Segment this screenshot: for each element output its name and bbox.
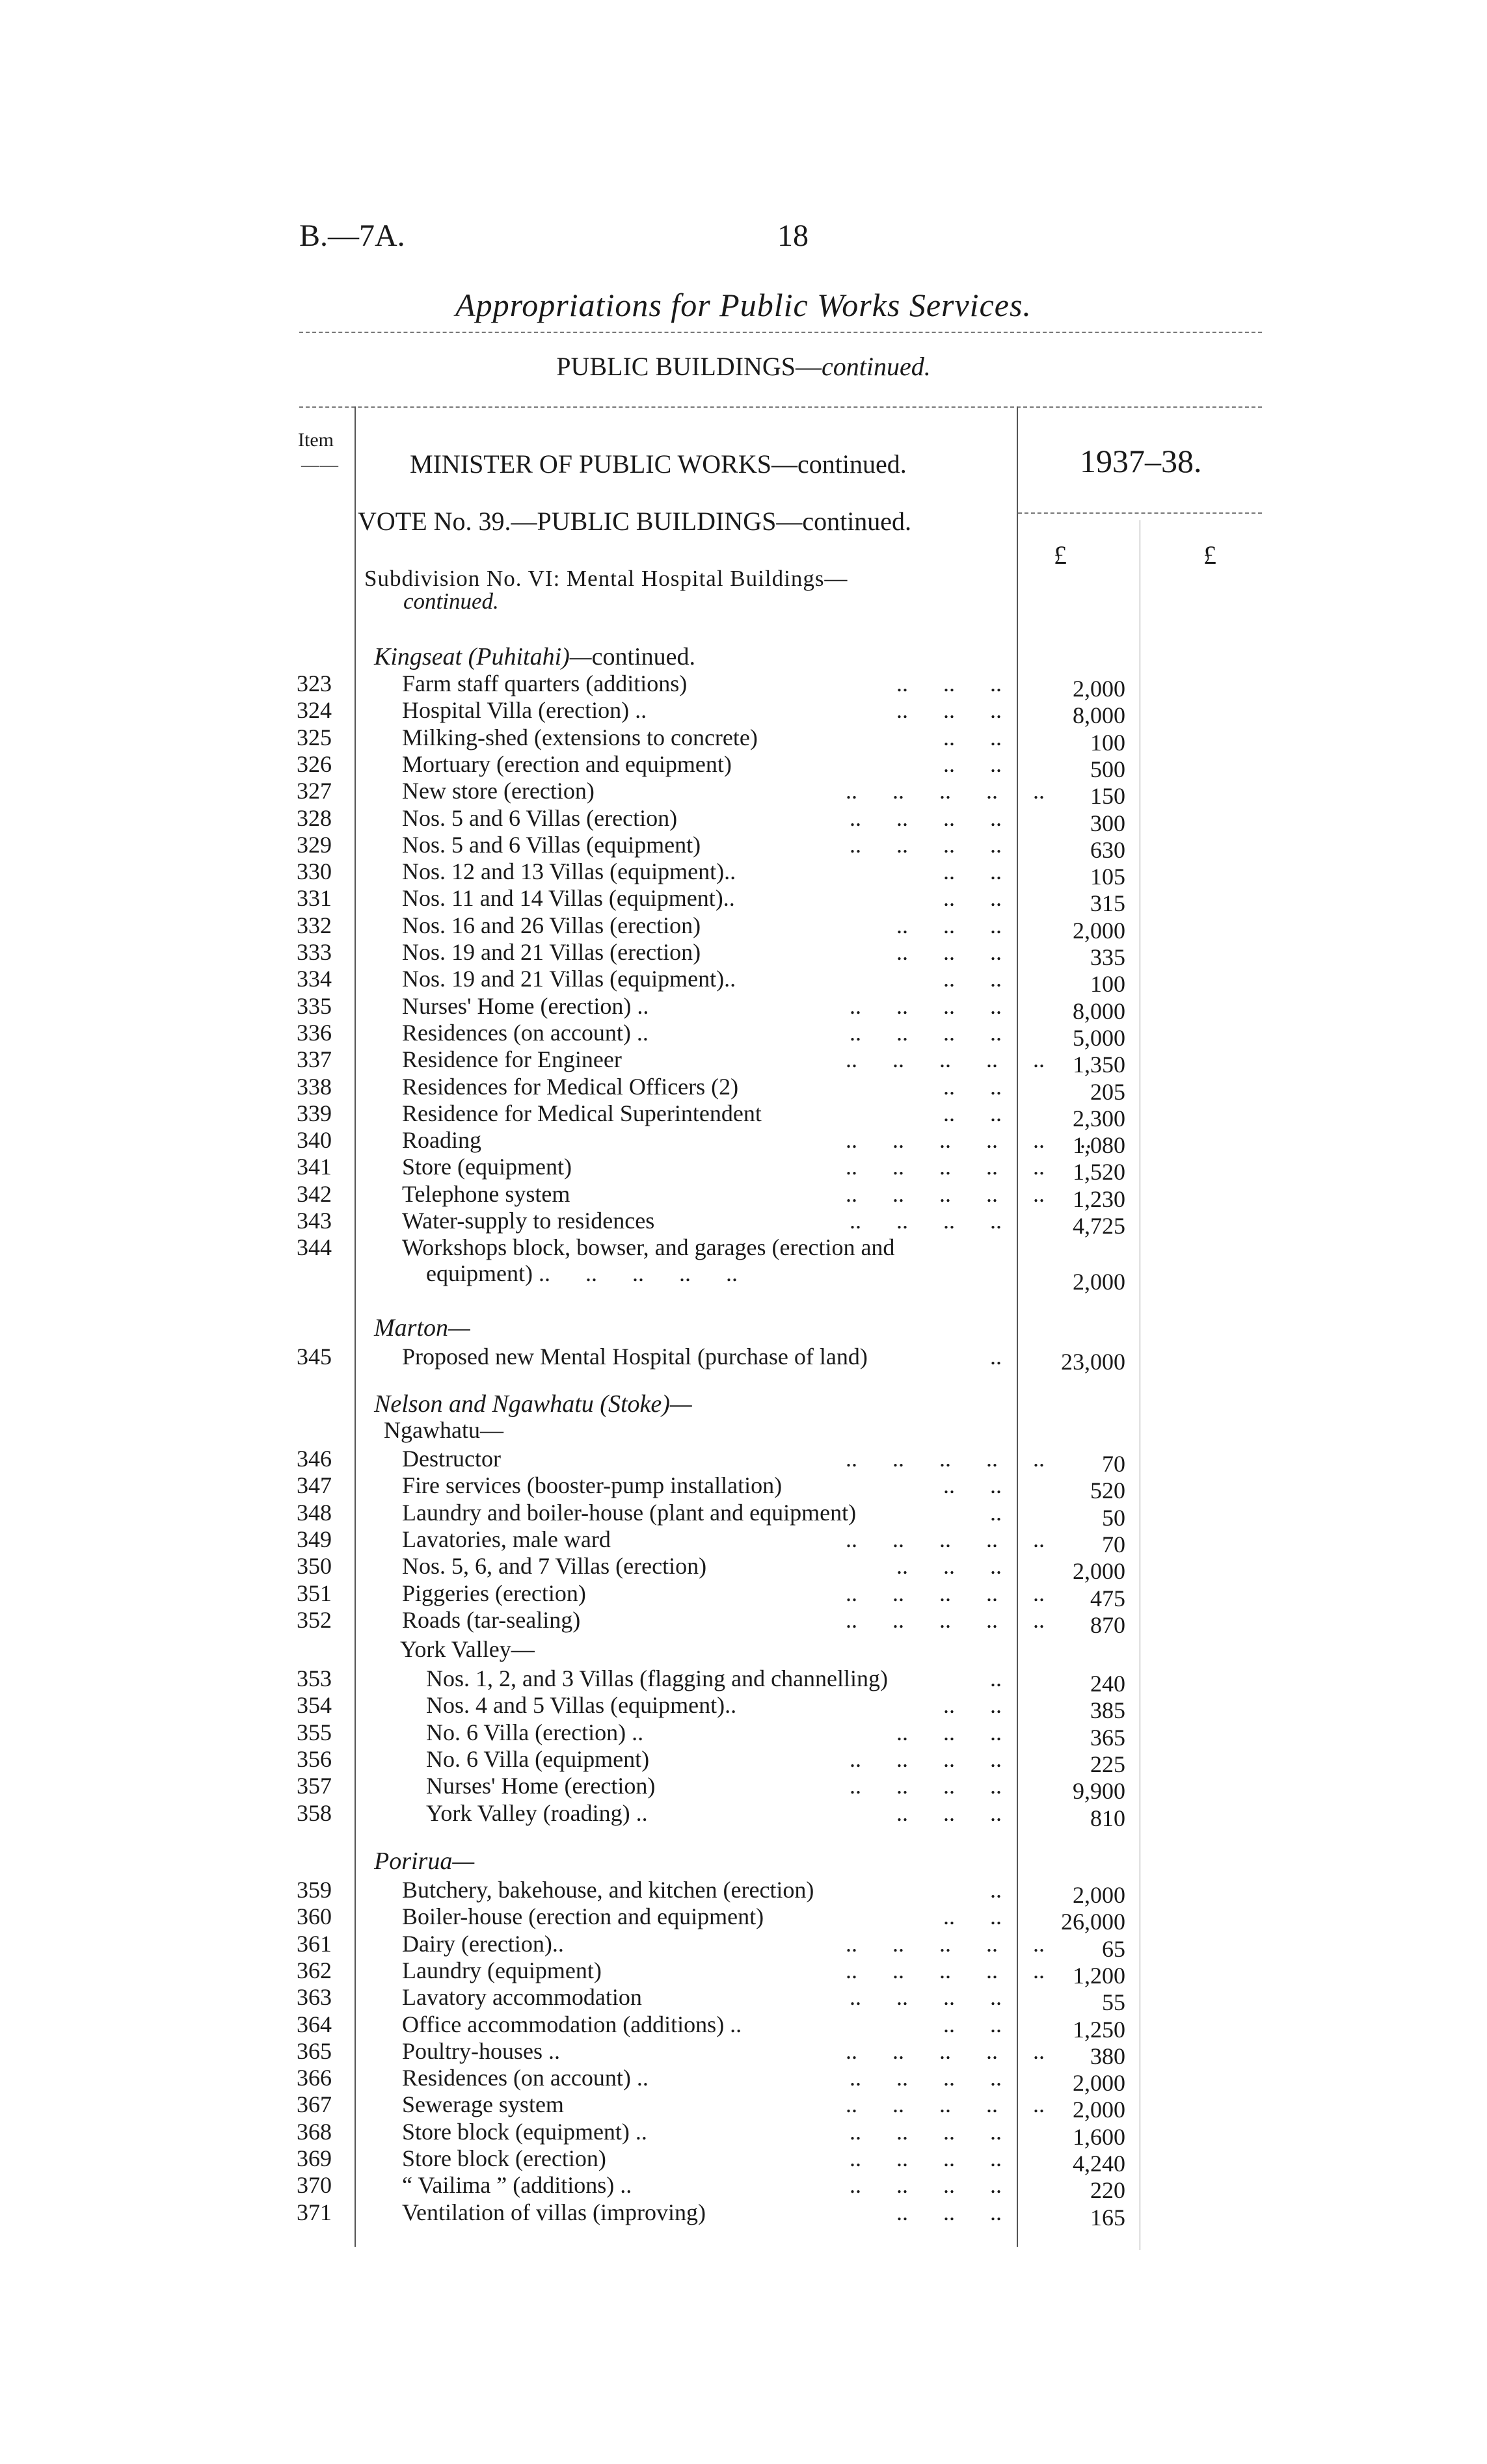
leader-dots: .. .. .. <box>896 670 1002 696</box>
leader-dots: .. .. .. .. <box>850 1984 1002 2011</box>
item-description-continued: equipment) .. .. .. .. .. <box>426 1260 738 1287</box>
item-amount: 2,000 <box>1073 2070 1125 2097</box>
item-description: Residences for Medical Officers (2) <box>402 1073 739 1100</box>
leader-dots: .. .. .. .. <box>850 1208 1002 1234</box>
leader-dots: .. .. .. <box>896 1553 1002 1580</box>
item-description: Residences (on account) .. <box>402 1019 649 1046</box>
item-amount: 520 <box>1090 1477 1125 1504</box>
group-heading-marton: Marton— <box>374 1314 470 1342</box>
item-description: Nos. 19 and 21 Villas (erection) <box>402 939 701 965</box>
item-amount: 165 <box>1090 2204 1125 2231</box>
item-number: 345 <box>297 1344 332 1370</box>
divider <box>299 332 1262 333</box>
item-description: Office accommodation (additions) .. <box>402 2011 742 2037</box>
item-number: 351 <box>297 1580 332 1606</box>
item-description: Store block (erection) <box>402 2145 606 2171</box>
leader-dots: .. .. .. .. .. <box>846 1446 1045 1472</box>
item-number: 328 <box>297 804 332 831</box>
item-amount: 475 <box>1090 1585 1125 1611</box>
leader-dots: .. .. .. .. .. <box>846 1046 1045 1073</box>
item-description: New store (erection) <box>402 778 595 804</box>
item-amount: 205 <box>1090 1078 1125 1105</box>
item-description: Lavatories, male ward <box>402 1526 611 1552</box>
leader-dots: .. .. <box>943 2011 1002 2037</box>
leader-dots: .. .. .. .. .. <box>846 778 1045 804</box>
leader-dots: .. .. <box>943 1472 1002 1499</box>
item-amount: 335 <box>1090 944 1125 970</box>
item-number: 357 <box>297 1773 332 1799</box>
item-amount: 240 <box>1090 1671 1125 1697</box>
leader-dots: .. .. .. <box>896 1719 1002 1745</box>
leader-dots: .. .. .. .. .. <box>846 1580 1045 1606</box>
item-amount: 225 <box>1090 1751 1125 1777</box>
item-description: Nos. 5 and 6 Villas (equipment) <box>402 831 701 858</box>
item-number: 370 <box>297 2172 332 2199</box>
item-amount: 315 <box>1090 890 1125 917</box>
item-amount: 500 <box>1090 756 1125 782</box>
item-amount: 50 <box>1102 1504 1125 1531</box>
item-description: Milking-shed (extensions to concrete) <box>402 724 758 750</box>
leader-dots: .. .. <box>943 1692 1002 1719</box>
item-amount: 8,000 <box>1073 702 1125 729</box>
item-amount: 8,000 <box>1073 998 1125 1024</box>
item-number: 343 <box>297 1208 332 1234</box>
leader-dots: .. .. .. .. <box>850 1745 1002 1772</box>
subdivision-continued: continued. <box>403 589 499 614</box>
item-description: Poultry-houses .. <box>402 2037 560 2064</box>
leader-dots: .. .. <box>943 724 1002 750</box>
item-number: 371 <box>297 2199 332 2225</box>
item-number: 338 <box>297 1073 332 1100</box>
leader-dots: .. .. .. <box>896 912 1002 938</box>
item-amount: 300 <box>1090 810 1125 836</box>
item-amount: 1,080 <box>1073 1132 1125 1159</box>
group-heading-kingseat: Kingseat (Puhitahi)—continued. <box>374 643 695 670</box>
leader-dots: .. .. .. <box>896 697 1002 724</box>
leader-dots: .. .. <box>943 1073 1002 1100</box>
item-description: Telephone system <box>402 1180 570 1207</box>
page-number: 18 <box>777 219 809 253</box>
item-number: 336 <box>297 1019 332 1046</box>
item-number: 327 <box>297 778 332 804</box>
item-number: 333 <box>297 939 332 965</box>
leader-dots: .. .. .. .. <box>850 831 1002 858</box>
item-number: 337 <box>297 1046 332 1073</box>
item-description: Dairy (erection).. <box>402 1930 564 1957</box>
item-description: Laundry (equipment) <box>402 1957 602 1983</box>
item-description: Laundry and boiler-house (plant and equipment) <box>402 1499 857 1526</box>
item-number: 331 <box>297 885 332 912</box>
item-amount: 870 <box>1090 1611 1125 1638</box>
item-description: Hospital Villa (erection) .. <box>402 697 647 724</box>
leader-dots: .. .. .. .. .. <box>846 1180 1045 1207</box>
leader-dots: .. .. .. .. .. <box>846 1154 1045 1180</box>
leader-dots: .. .. <box>943 885 1002 912</box>
item-description: Nos. 4 and 5 Villas (equipment).. <box>426 1692 737 1719</box>
item-description: Residence for Medical Superintendent <box>402 1100 762 1126</box>
leader-dots: .. <box>990 1665 1002 1691</box>
item-description: Butchery, bakehouse, and kitchen (erection) <box>402 1877 814 1903</box>
item-amount: 150 <box>1090 783 1125 810</box>
year-column-header: 1937–38. <box>1080 443 1202 479</box>
item-description: Ventilation of villas (improving) <box>402 2199 706 2225</box>
item-number: 362 <box>297 1957 332 1983</box>
pound-sign: £ <box>1054 540 1067 570</box>
item-description: Store (equipment) <box>402 1154 572 1180</box>
item-number: 346 <box>297 1446 332 1472</box>
leader-dots: .. .. .. <box>896 939 1002 965</box>
item-number: 355 <box>297 1719 332 1745</box>
item-description: Nos. 5, 6, and 7 Villas (erection) <box>402 1553 707 1580</box>
leader-dots: .. .. .. .. .. <box>532 1260 738 1287</box>
item-number: 349 <box>297 1526 332 1552</box>
leader-dots: .. <box>990 1877 1002 1903</box>
item-number: 342 <box>297 1180 332 1207</box>
item-description: Lavatory accommodation <box>402 1984 642 2011</box>
divider <box>299 406 1262 408</box>
item-amount: 2,000 <box>1073 2097 1125 2123</box>
item-number: 334 <box>297 966 332 992</box>
subgroup-york-valley: York Valley— <box>400 1636 535 1662</box>
item-amount: 70 <box>1102 1531 1125 1557</box>
item-description: Residence for Engineer <box>402 1046 622 1073</box>
subdivision-heading: Subdivision No. VI: Mental Hospital Buildings— <box>364 566 848 591</box>
leader-dots: .. .. <box>943 1903 1002 1930</box>
item-number: 368 <box>297 2118 332 2145</box>
item-number: 358 <box>297 1799 332 1826</box>
leader-dots: .. .. .. <box>896 1799 1002 1826</box>
item-description: Proposed new Mental Hospital (purchase of land) <box>402 1344 868 1370</box>
item-amount: 26,000 <box>1061 1909 1125 1935</box>
item-amount: 9,900 <box>1073 1778 1125 1805</box>
item-description: Roading <box>402 1127 481 1154</box>
leader-dots: .. .. .. .. <box>850 992 1002 1019</box>
item-number: 354 <box>297 1692 332 1719</box>
item-description: Water-supply to residences <box>402 1208 655 1234</box>
item-amount: 2,000 <box>1073 1558 1125 1585</box>
item-amount: 1,230 <box>1073 1186 1125 1212</box>
leader-dots: .. .. <box>943 1100 1002 1126</box>
item-number: 352 <box>297 1606 332 1633</box>
leader-dots: .. .. .. .. .. .. <box>846 1127 1092 1154</box>
item-number: 350 <box>297 1553 332 1580</box>
item-description: Nos. 12 and 13 Villas (equipment).. <box>402 858 736 885</box>
item-amount: 1,520 <box>1073 1159 1125 1186</box>
pound-sign: £ <box>1203 540 1216 570</box>
item-description: Fire services (booster-pump installation) <box>402 1472 783 1499</box>
item-description: Mortuary (erection and equipment) <box>402 750 732 777</box>
item-amount: 23,000 <box>1061 1349 1125 1375</box>
item-number: 340 <box>297 1127 332 1154</box>
item-number: 366 <box>297 2065 332 2091</box>
leader-dots: .. .. .. .. .. <box>846 2037 1045 2064</box>
leader-dots: .. .. .. .. .. <box>846 1526 1045 1552</box>
item-amount: 630 <box>1090 836 1125 863</box>
item-number: 359 <box>297 1877 332 1903</box>
item-amount: 100 <box>1090 971 1125 998</box>
item-number: 364 <box>297 2011 332 2037</box>
item-column-dash: —— <box>301 455 339 475</box>
item-amount: 2,000 <box>1073 1882 1125 1908</box>
item-amount: 2,300 <box>1073 1105 1125 1132</box>
item-description: Nos. 1, 2, and 3 Villas (flagging and channelling) <box>426 1665 889 1691</box>
item-description: Piggeries (erection) <box>402 1580 586 1606</box>
item-number: 330 <box>297 858 332 885</box>
item-amount: 65 <box>1102 1935 1125 1962</box>
item-number: 353 <box>297 1665 332 1691</box>
item-description: No. 6 Villa (equipment) <box>426 1745 650 1772</box>
vote-heading: VOTE No. 39.—PUBLIC BUILDINGS—continued. <box>358 507 912 536</box>
item-description: Sewerage system <box>402 2091 564 2118</box>
item-description: Nos. 19 and 21 Villas (equipment).. <box>402 966 736 992</box>
leader-dots: .. .. .. .. <box>850 1019 1002 1046</box>
item-amount: 2,000 <box>1073 917 1125 944</box>
divider <box>1018 512 1262 514</box>
item-amount: 2,000 <box>1073 1269 1125 1295</box>
item-number: 361 <box>297 1930 332 1957</box>
item-description: “ Vailima ” (additions) .. <box>402 2172 632 2199</box>
item-number: 329 <box>297 831 332 858</box>
item-amount: 4,240 <box>1073 2151 1125 2177</box>
item-description: Nos. 5 and 6 Villas (erection) <box>402 804 678 831</box>
item-number: 347 <box>297 1472 332 1499</box>
item-amount: 380 <box>1090 2043 1125 2069</box>
item-number: 344 <box>297 1234 332 1261</box>
item-description: Workshops block, bowser, and garages (erection and <box>402 1234 895 1261</box>
group-heading-porirua: Porirua— <box>374 1848 475 1875</box>
item-description: Farm staff quarters (additions) <box>402 670 688 696</box>
item-number: 325 <box>297 724 332 750</box>
item-amount: 5,000 <box>1073 1024 1125 1051</box>
leader-dots: .. .. <box>943 966 1002 992</box>
leader-dots: .. .. .. .. .. <box>846 1957 1045 1983</box>
document-reference: B.—7A. <box>299 219 405 253</box>
leader-dots: .. .. <box>943 858 1002 885</box>
item-description: Roads (tar-sealing) <box>402 1606 581 1633</box>
item-amount: 220 <box>1090 2177 1125 2204</box>
subgroup-ngawhatu: Ngawhatu— <box>384 1417 503 1443</box>
leader-dots: .. <box>990 1344 1002 1370</box>
item-number: 369 <box>297 2145 332 2171</box>
leader-dots: .. <box>990 1499 1002 1526</box>
leader-dots: .. .. .. .. <box>850 2172 1002 2199</box>
item-amount: 1,250 <box>1073 2016 1125 2043</box>
leader-dots: .. .. .. .. <box>850 2145 1002 2171</box>
group-heading-nelson: Nelson and Ngawhatu (Stoke)— <box>374 1390 692 1418</box>
item-number: 323 <box>297 670 332 696</box>
item-amount: 385 <box>1090 1697 1125 1724</box>
section-title: PUBLIC BUILDINGS—continued. <box>556 352 931 381</box>
item-amount: 810 <box>1090 1805 1125 1831</box>
leader-dots: .. .. .. .. <box>850 804 1002 831</box>
item-description: Nos. 11 and 14 Villas (equipment).. <box>402 885 735 912</box>
item-number: 367 <box>297 2091 332 2118</box>
item-description: Nurses' Home (erection) <box>426 1773 656 1799</box>
item-amount: 4,725 <box>1073 1213 1125 1239</box>
item-description: Nos. 16 and 26 Villas (erection) <box>402 912 701 938</box>
item-description: Store block (equipment) .. <box>402 2118 647 2145</box>
item-description: Boiler-house (erection and equipment) <box>402 1903 764 1930</box>
item-amount: 1,200 <box>1073 1962 1125 1989</box>
page-title: Appropriations for Public Works Services. <box>455 287 1032 323</box>
item-number: 324 <box>297 697 332 724</box>
item-amount: 1,600 <box>1073 2123 1125 2150</box>
item-description: Nurses' Home (erection) .. <box>402 992 649 1019</box>
item-amount: 1,350 <box>1073 1052 1125 1078</box>
item-description: No. 6 Villa (erection) .. <box>426 1719 644 1745</box>
item-number: 360 <box>297 1903 332 1930</box>
item-number: 365 <box>297 2037 332 2064</box>
item-number: 341 <box>297 1154 332 1180</box>
item-description: Destructor <box>402 1446 501 1472</box>
leader-dots: .. .. .. .. .. <box>846 2091 1045 2118</box>
item-amount: 70 <box>1102 1451 1125 1477</box>
leader-dots: .. .. .. .. .. <box>846 1606 1045 1633</box>
item-description: Residences (on account) .. <box>402 2065 649 2091</box>
item-number: 356 <box>297 1745 332 1772</box>
leader-dots: .. .. .. .. <box>850 2118 1002 2145</box>
item-amount: 105 <box>1090 864 1125 890</box>
leader-dots: .. .. .. .. <box>850 2065 1002 2091</box>
item-number: 363 <box>297 1984 332 2011</box>
item-number: 339 <box>297 1100 332 1126</box>
item-amount: 100 <box>1090 729 1125 756</box>
leader-dots: .. .. <box>943 750 1002 777</box>
item-amount: 55 <box>1102 1989 1125 2016</box>
item-amount: 365 <box>1090 1724 1125 1751</box>
leader-dots: .. .. .. <box>896 2199 1002 2225</box>
column-rule <box>355 406 356 2247</box>
item-number: 326 <box>297 750 332 777</box>
item-column-header: Item <box>298 429 334 451</box>
leader-dots: .. .. .. .. .. <box>846 1930 1045 1957</box>
item-number: 332 <box>297 912 332 938</box>
item-amount: 2,000 <box>1073 676 1125 702</box>
leader-dots: .. .. .. .. <box>850 1773 1002 1799</box>
item-number: 335 <box>297 992 332 1019</box>
item-number: 348 <box>297 1499 332 1526</box>
minister-heading: MINISTER OF PUBLIC WORKS—continued. <box>410 449 907 479</box>
item-description: York Valley (roading) .. <box>426 1799 648 1826</box>
